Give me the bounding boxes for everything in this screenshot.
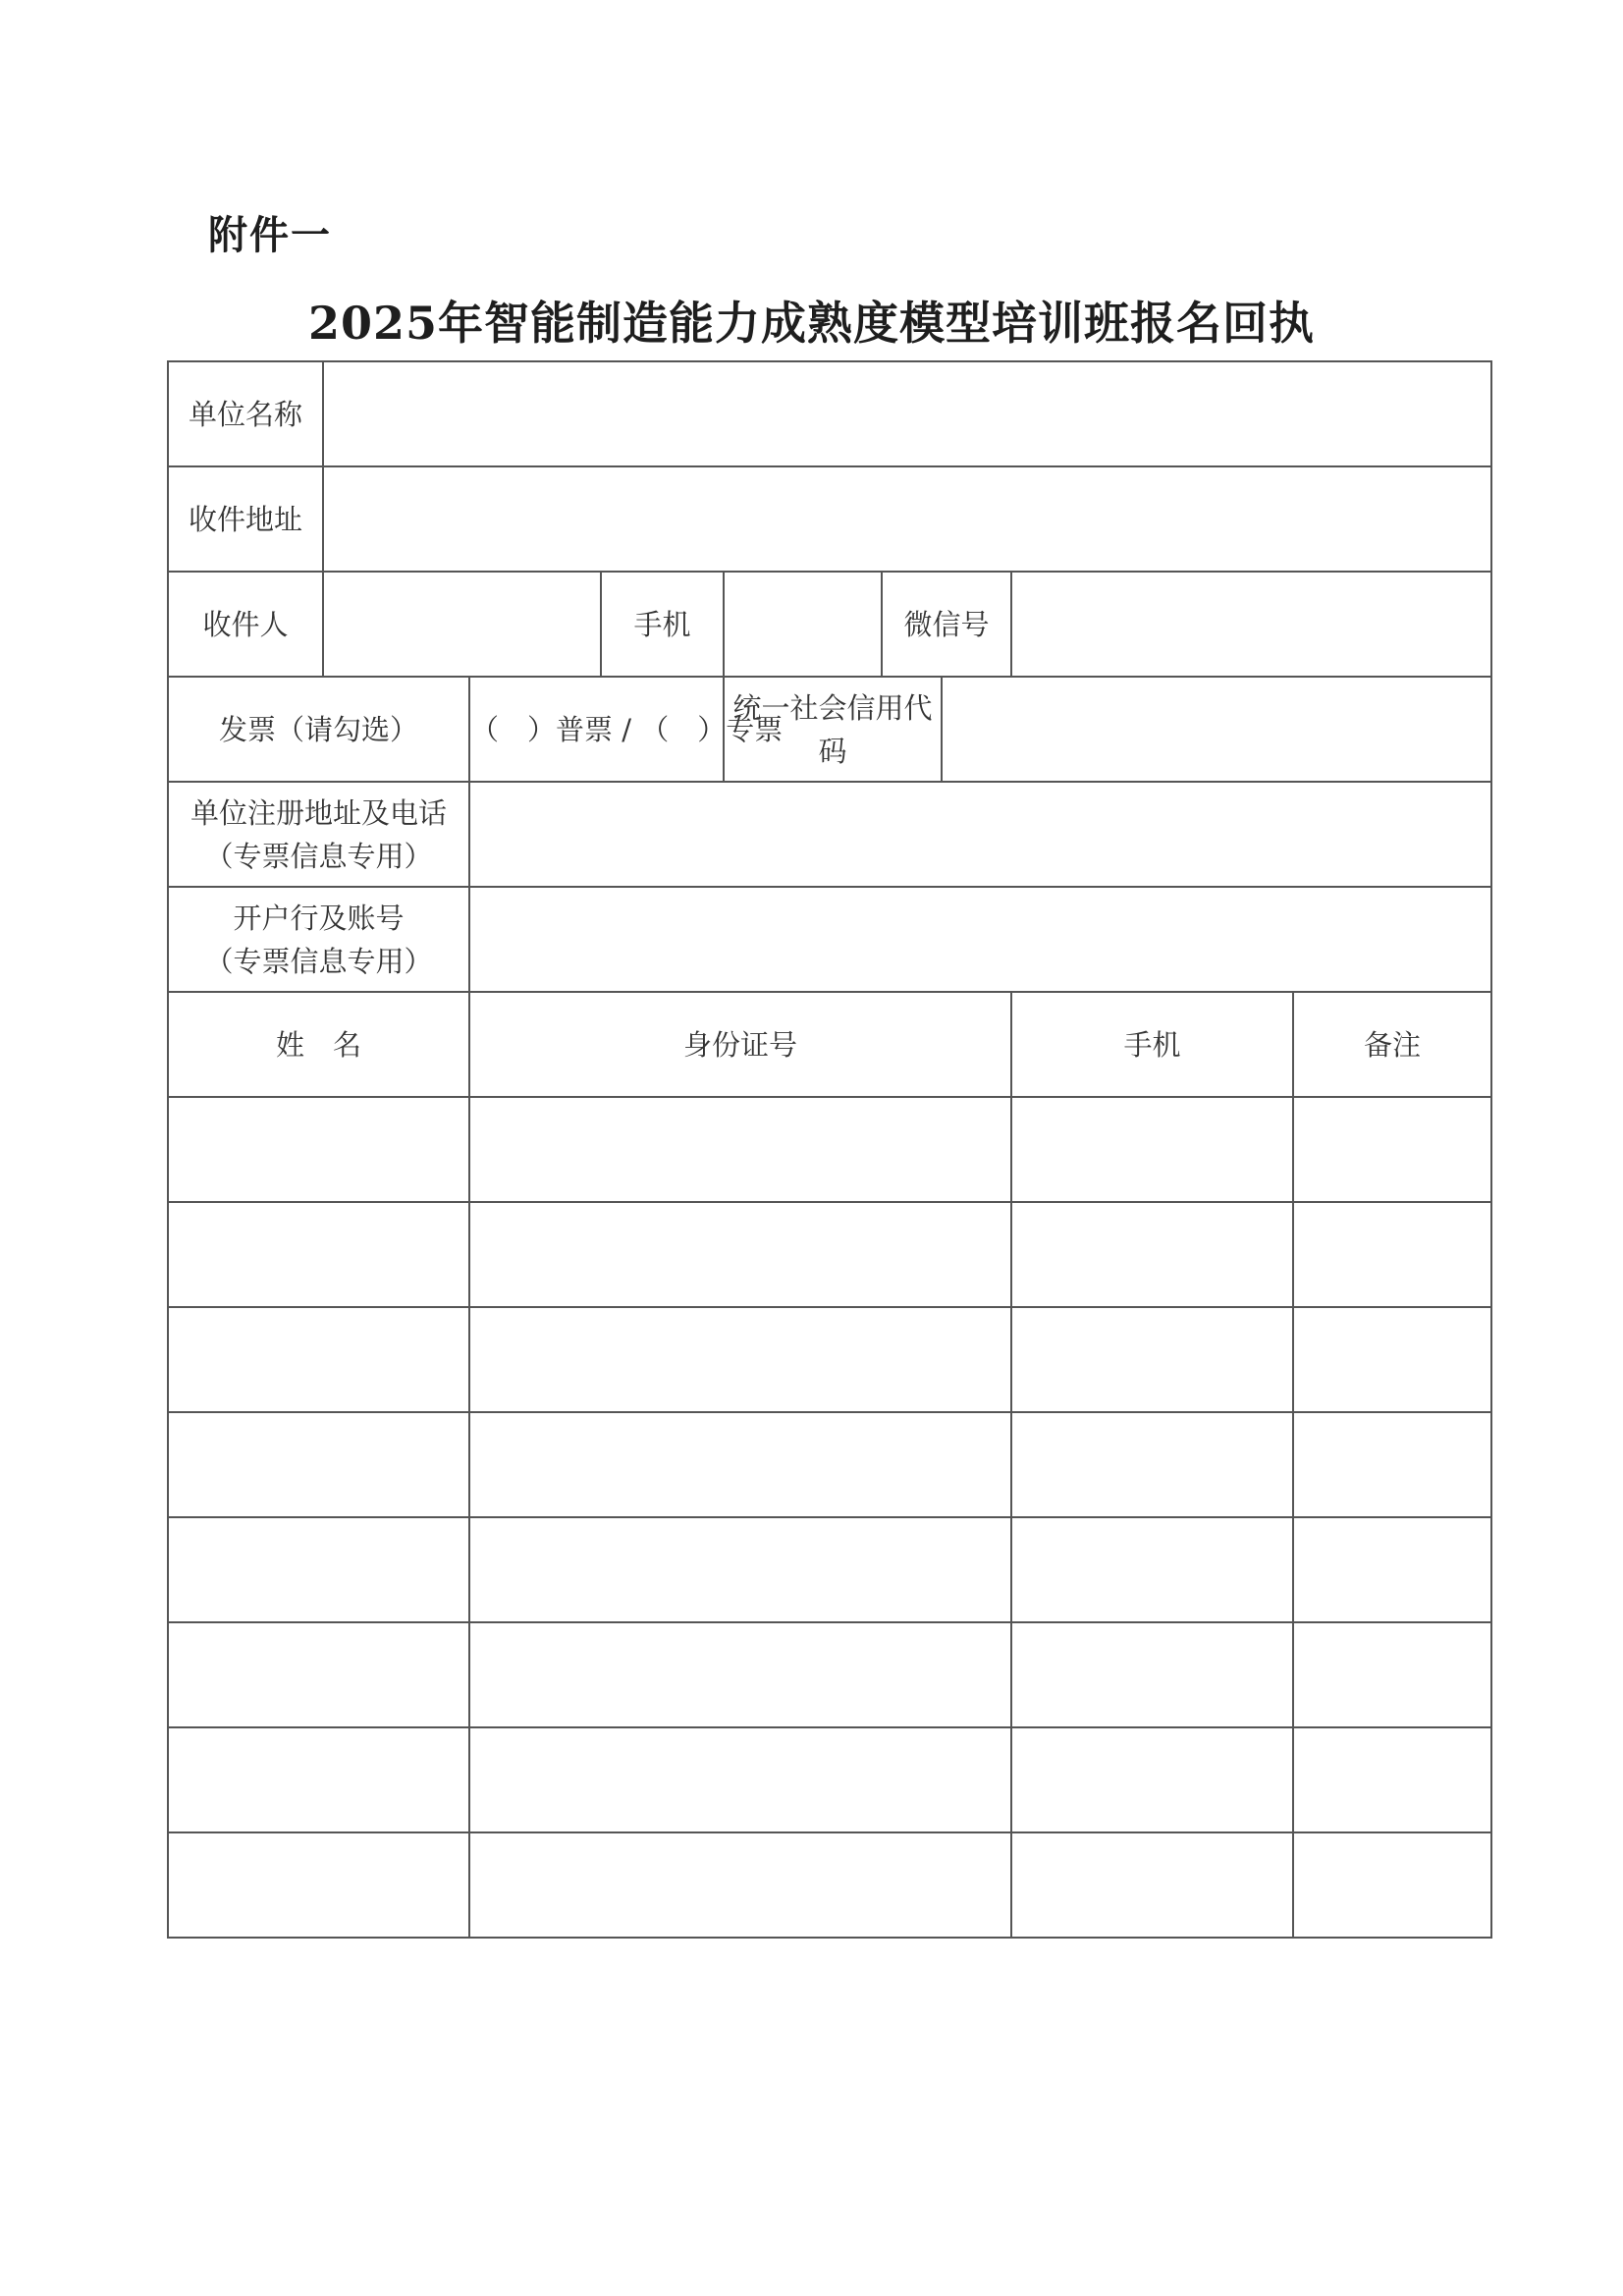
- attendee-row: [168, 1727, 1491, 1832]
- registered-address-label-line2: （专票信息专用）: [204, 839, 433, 873]
- unit-name-label: 单位名称: [168, 361, 323, 466]
- attendee-name-cell[interactable]: [168, 1097, 469, 1202]
- attendee-mobile-cell[interactable]: [1011, 1097, 1293, 1202]
- attendee-mobile-cell[interactable]: [1011, 1307, 1293, 1412]
- recipient-label: 收件人: [168, 572, 323, 677]
- row-registered-address: [168, 782, 1491, 887]
- row-mailing-address: [168, 466, 1491, 572]
- bank-account-field[interactable]: [469, 887, 1491, 992]
- attendee-name-cell[interactable]: [168, 1727, 469, 1832]
- registration-form-table: [167, 360, 1492, 1939]
- attendee-row: [168, 1412, 1491, 1517]
- attendee-row: [168, 1517, 1491, 1622]
- attendee-name-cell[interactable]: [168, 1832, 469, 1938]
- registered-address-label: [168, 782, 469, 887]
- attendee-name-cell[interactable]: [168, 1412, 469, 1517]
- bank-account-label-line2: （专票信息专用）: [204, 944, 433, 978]
- bank-account-label-line1: 开户行及账号: [233, 901, 405, 935]
- attendee-remarks-cell[interactable]: [1293, 1097, 1491, 1202]
- header-mobile: 手机: [1011, 992, 1293, 1097]
- attendee-row: [168, 1307, 1491, 1412]
- row-recipient: [168, 572, 1491, 677]
- mailing-address-field[interactable]: [323, 466, 1491, 572]
- attendee-id-cell[interactable]: [469, 1622, 1011, 1727]
- row-unit-name: [168, 361, 1491, 466]
- attendee-name-cell[interactable]: [168, 1202, 469, 1307]
- attendee-mobile-cell[interactable]: [1011, 1202, 1293, 1307]
- credit-code-field[interactable]: [942, 677, 1491, 782]
- attendee-remarks-cell[interactable]: [1293, 1412, 1491, 1517]
- attendee-id-cell[interactable]: [469, 1412, 1011, 1517]
- document-title: 2025年智能制造能力成熟度模型培训班报名回执: [307, 297, 1316, 350]
- attendee-mobile-cell[interactable]: [1011, 1832, 1293, 1938]
- row-invoice: [168, 677, 1491, 782]
- attendee-row: [168, 1202, 1491, 1307]
- attendee-row: [168, 1832, 1491, 1938]
- attendee-id-cell[interactable]: [469, 1727, 1011, 1832]
- attendee-row: [168, 1622, 1491, 1727]
- attendee-remarks-cell[interactable]: [1293, 1307, 1491, 1412]
- attendee-mobile-cell[interactable]: [1011, 1727, 1293, 1832]
- attendee-id-cell[interactable]: [469, 1202, 1011, 1307]
- registered-address-field[interactable]: [469, 782, 1491, 887]
- row-bank-account: [168, 887, 1491, 992]
- mailing-address-label: 收件地址: [168, 466, 323, 572]
- attendee-mobile-cell[interactable]: [1011, 1517, 1293, 1622]
- bank-account-label: [168, 887, 469, 992]
- recipient-mobile-field[interactable]: [724, 572, 882, 677]
- attendee-id-cell[interactable]: [469, 1832, 1011, 1938]
- row-attendee-headers: [168, 992, 1491, 1097]
- attendee-name-cell[interactable]: [168, 1517, 469, 1622]
- attendee-id-cell[interactable]: [469, 1307, 1011, 1412]
- registered-address-label-line1: 单位注册地址及电话: [189, 795, 447, 830]
- attendee-name-cell[interactable]: [168, 1622, 469, 1727]
- attendee-id-cell[interactable]: [469, 1097, 1011, 1202]
- attendee-id-cell[interactable]: [469, 1517, 1011, 1622]
- recipient-mobile-label: 手机: [601, 572, 724, 677]
- attendee-remarks-cell[interactable]: [1293, 1202, 1491, 1307]
- attachment-label: 附件一: [208, 212, 332, 258]
- attendee-remarks-cell[interactable]: [1293, 1517, 1491, 1622]
- credit-code-label: 统一社会信用代码: [724, 677, 942, 782]
- attendee-mobile-cell[interactable]: [1011, 1412, 1293, 1517]
- attendee-remarks-cell[interactable]: [1293, 1727, 1491, 1832]
- wechat-label: 微信号: [882, 572, 1011, 677]
- invoice-type-options[interactable]: （ ）普票 / （ ）专票: [469, 677, 724, 782]
- attendee-mobile-cell[interactable]: [1011, 1622, 1293, 1727]
- attendee-remarks-cell[interactable]: [1293, 1622, 1491, 1727]
- unit-name-field[interactable]: [323, 361, 1491, 466]
- wechat-field[interactable]: [1011, 572, 1491, 677]
- attendee-remarks-cell[interactable]: [1293, 1832, 1491, 1938]
- attendee-row: [168, 1097, 1491, 1202]
- attendee-name-cell[interactable]: [168, 1307, 469, 1412]
- recipient-field[interactable]: [323, 572, 601, 677]
- header-remarks: 备注: [1293, 992, 1491, 1097]
- header-name: 姓 名: [168, 992, 469, 1097]
- header-id-number: 身份证号: [469, 992, 1011, 1097]
- invoice-label: 发票（请勾选）: [168, 677, 469, 782]
